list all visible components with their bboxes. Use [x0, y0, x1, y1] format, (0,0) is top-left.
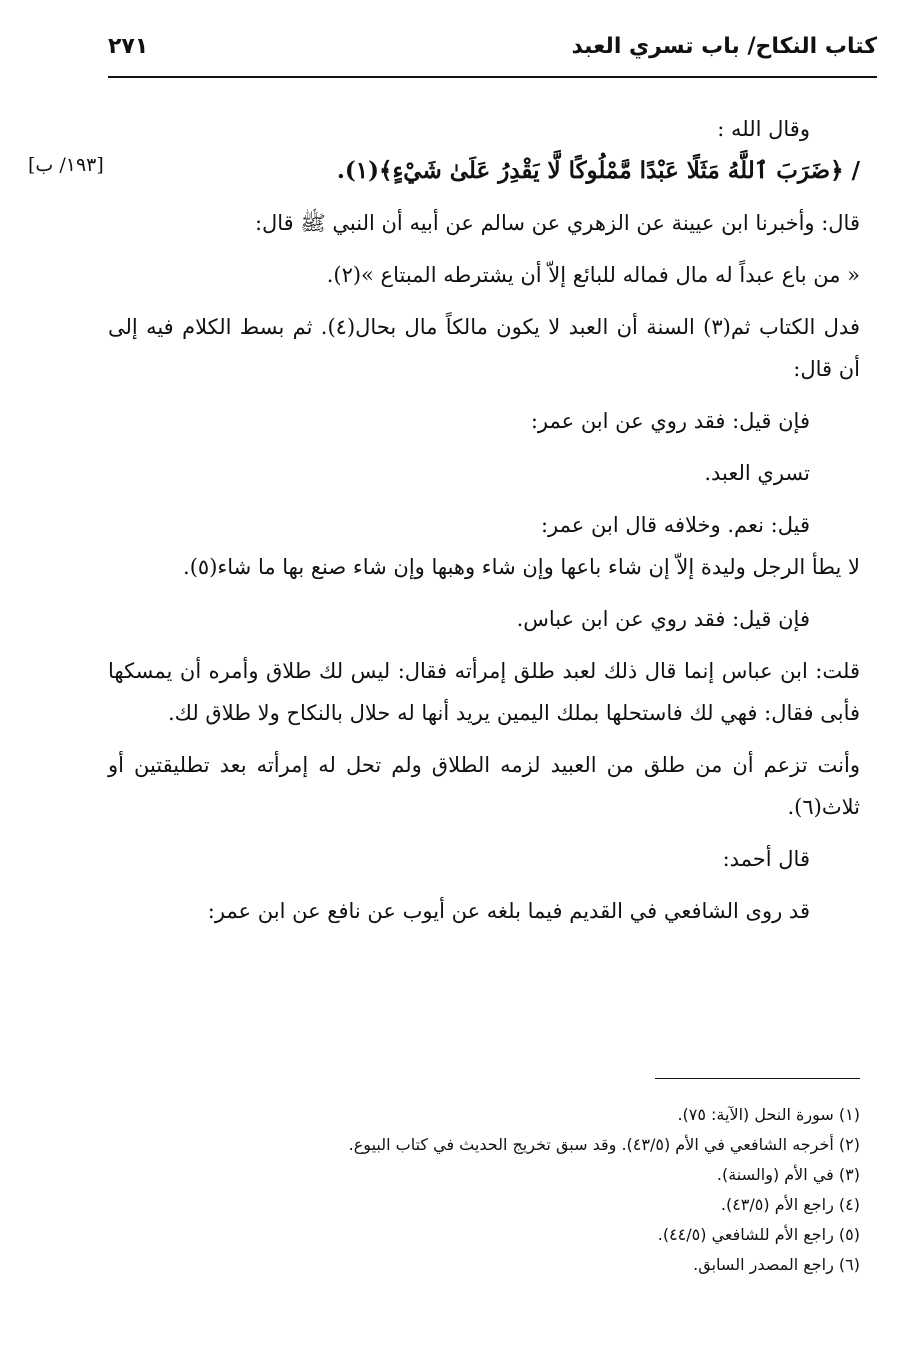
paragraph: فإن قيل: فقد روي عن ابن عمر: — [530, 409, 810, 433]
paragraph: فإن قيل: فقد روي عن ابن عباس. — [516, 607, 810, 631]
page-number: ٢٧١ — [108, 34, 149, 59]
footnote: (٦) راجع المصدر السابق. — [693, 1255, 860, 1274]
paragraph: وأنت تزعم أن من طلق من العبيد لزمه الطلاق ولم تحل له إمرأته بعد تطليقتين أو ثلاث(٦). — [108, 753, 860, 819]
footnote: (٤) راجع الأم (٤٣/٥). — [720, 1195, 860, 1214]
footnotes — [108, 1100, 860, 1280]
paragraph: تسري العبد. — [704, 461, 810, 485]
manuscript-folio-note: [١٩٣/ ب] — [28, 154, 104, 176]
quran-verse: / ﴿ضَرَبَ ٱللَّهُ مَثَلًا عَبْدًا مَّمْلُوكًا لَّا يَقْدِرُ عَلَىٰ شَيْءٍ﴾(١). — [336, 157, 860, 184]
header-rule — [108, 76, 877, 78]
footnote: (١) سورة النحل (الآية: ٧٥). — [677, 1105, 860, 1124]
main-text — [108, 108, 860, 932]
footnote-rule — [655, 1078, 860, 1079]
paragraph: قيل: نعم. وخلافه قال ابن عمر: — [540, 513, 810, 537]
hadith-text: « من باع عبداً له مال فماله للبائع إلاّ أن يشترطه المبتاع »(٢). — [326, 263, 860, 287]
running-title: كتاب النكاح/ باب تسري العبد — [571, 34, 877, 59]
footnote: (٣) في الأم (والسنة). — [716, 1165, 860, 1184]
paragraph: قلت: ابن عباس إنما قال ذلك لعبد طلق إمرأته فقال: ليس لك طلاق وأمره أن يمسكها فأبى فقال: فهي لك فاستحلها بملك اليمين يريد أنها له حلال بالنكاح ولا طلاق لك. — [108, 659, 860, 725]
paragraph: قد روى الشافعي في القديم فيما بلغه عن أيوب عن نافع عن ابن عمر: — [207, 899, 810, 923]
paragraph: قال: وأخبرنا ابن عيينة عن الزهري عن سالم عن أبيه أن النبي ﷺ قال: — [254, 211, 860, 235]
paragraph: وقال الله : — [717, 117, 810, 141]
paragraph: قال أحمد: — [722, 847, 810, 871]
page-header — [108, 30, 877, 74]
paragraph: فدل الكتاب ثم(٣) السنة أن العبد لا يكون مالكاً مال بحال(٤). ثم بسط الكلام فيه إلى أن قال: — [108, 315, 860, 381]
footnote: (٢) أخرجه الشافعي في الأم (٤٣/٥). وقد سبق تخريج الحديث في كتاب البيوع. — [348, 1135, 860, 1154]
footnote: (٥) راجع الأم للشافعي (٤٤/٥). — [657, 1225, 860, 1244]
paragraph: لا يطأ الرجل وليدة إلاّ إن شاء باعها وإن شاء وهبها وإن شاء صنع بها ما شاء(٥). — [183, 555, 860, 579]
